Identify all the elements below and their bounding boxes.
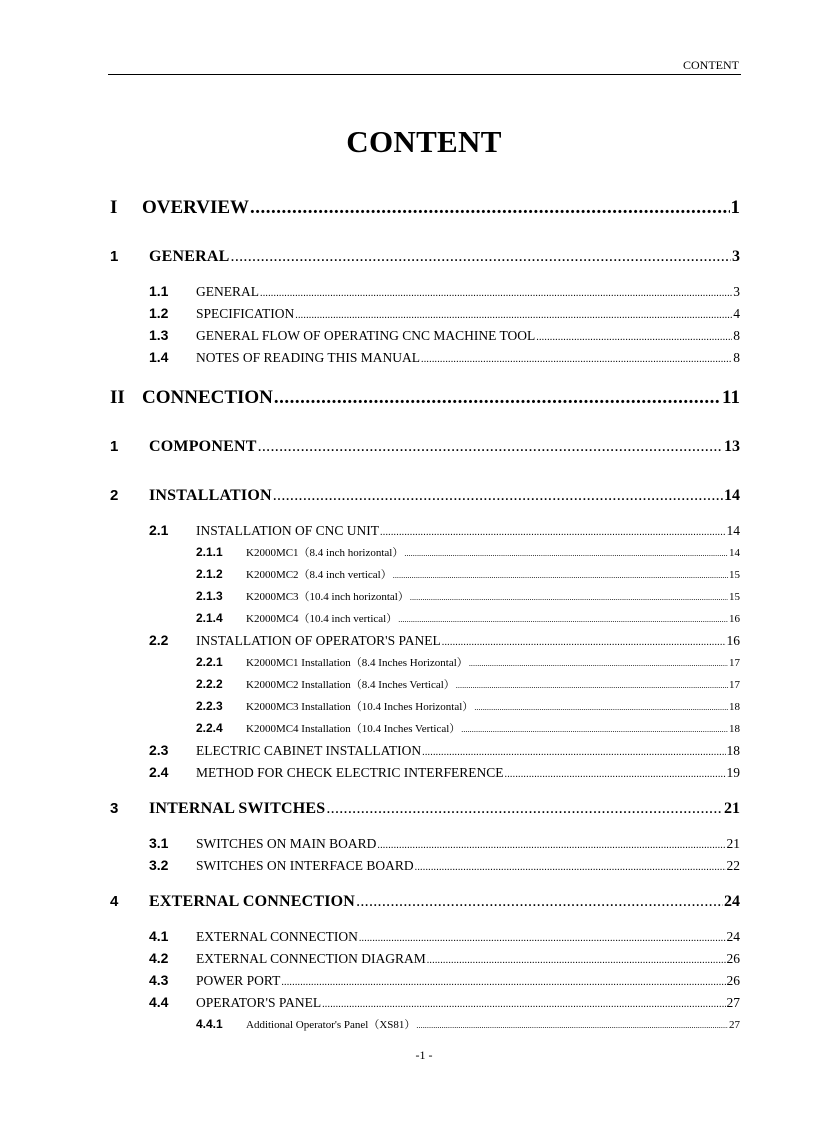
toc-label: EXTERNAL CONNECTION (149, 893, 356, 910)
toc-number: 2.2.2 (196, 677, 223, 691)
toc-number: 4.4 (149, 994, 169, 1010)
toc-label: ELECTRIC CABINET INSTALLATION (196, 743, 422, 758)
toc-page: 14 (726, 523, 740, 538)
toc-number: 2.2.1 (196, 655, 223, 669)
toc-leader (295, 310, 732, 321)
toc-page: 21 (726, 836, 740, 851)
toc-label: OPERATOR'S PANEL (196, 995, 322, 1010)
toc-entry[interactable] (149, 632, 740, 649)
toc-label: COMPONENT (149, 438, 257, 455)
toc-number: 4.1 (149, 928, 169, 944)
toc-leader (442, 637, 726, 648)
toc-number: 1.1 (149, 283, 169, 299)
toc-entry[interactable] (149, 994, 740, 1011)
toc-page: 24 (726, 929, 740, 944)
toc-entry[interactable] (110, 248, 740, 266)
toc-leader (258, 438, 723, 456)
toc-entry[interactable] (149, 857, 740, 874)
toc-label: INSTALLATION OF CNC UNIT (196, 523, 380, 538)
toc-leader (461, 725, 728, 734)
toc-number: 2.1.3 (196, 589, 223, 603)
toc-leader (410, 593, 728, 602)
toc-label: GENERAL FLOW OF OPERATING CNC MACHINE TOOL (196, 328, 536, 343)
toc-entry[interactable] (149, 972, 740, 989)
toc-leader (393, 571, 728, 580)
toc-leader (356, 893, 723, 911)
toc-label: K2000MC4 Installation（10.4 Inches Vertical） (246, 723, 461, 735)
toc-leader (422, 747, 725, 758)
toc-entry[interactable] (196, 566, 740, 582)
toc-number: 1.4 (149, 349, 169, 365)
toc-entry[interactable] (110, 387, 740, 409)
toc-entry[interactable] (196, 654, 740, 670)
toc-page: 18 (729, 701, 740, 713)
toc-entry[interactable] (149, 742, 740, 759)
toc-entry[interactable] (110, 800, 740, 818)
toc-entry[interactable] (196, 544, 740, 560)
toc-entry[interactable] (149, 349, 740, 366)
toc-number: 4.4.1 (196, 1017, 223, 1031)
toc-number: 1.2 (149, 305, 169, 321)
toc-leader (231, 248, 731, 266)
toc-leader (398, 615, 728, 624)
toc-page: 1 (730, 197, 740, 218)
toc-entry[interactable] (149, 928, 740, 945)
toc-label: INSTALLATION OF OPERATOR'S PANEL (196, 633, 441, 648)
toc-label: CONNECTION (142, 387, 273, 408)
toc-entry[interactable] (149, 305, 740, 322)
toc-entry[interactable] (149, 764, 740, 781)
toc-number: 2.2 (149, 632, 169, 648)
toc-label: NOTES OF READING THIS MANUAL (196, 350, 421, 365)
toc-number: 2.1.4 (196, 611, 223, 625)
toc-number: I (110, 197, 118, 218)
toc-label: K2000MC1 Installation（8.4 Inches Horizontal） (246, 657, 468, 669)
toc-page: 18 (729, 723, 740, 735)
toc-page: 17 (729, 679, 740, 691)
toc-number: 2.4 (149, 764, 169, 780)
toc-page: 8 (733, 350, 740, 365)
toc-leader (273, 487, 723, 505)
toc-number: 2 (110, 487, 119, 504)
toc-entry[interactable] (110, 487, 740, 505)
page-title: CONTENT (346, 124, 502, 159)
toc-label: SWITCHES ON INTERFACE BOARD (196, 858, 414, 873)
toc-label: POWER PORT (196, 973, 281, 988)
toc-leader (427, 955, 726, 966)
toc-page: 14 (729, 547, 740, 559)
toc-number: 2.1.2 (196, 567, 223, 581)
toc-number: 1 (110, 248, 119, 265)
toc-label: K2000MC3（10.4 inch horizontal） (246, 591, 409, 603)
toc-page: 27 (729, 1019, 740, 1031)
toc-leader (250, 197, 729, 219)
toc-label: K2000MC2（8.4 inch vertical） (246, 569, 392, 581)
toc-number: 3 (110, 800, 119, 817)
toc-label: K2000MC2 Installation（8.4 Inches Vertical） (246, 679, 455, 691)
toc-page: 18 (726, 743, 740, 758)
toc-number: 2.1.1 (196, 545, 223, 559)
toc-page: 11 (722, 387, 740, 408)
toc-page: 3 (733, 284, 740, 299)
toc-page: 15 (729, 591, 740, 603)
toc-leader (377, 840, 725, 851)
toc-entry[interactable] (196, 588, 740, 604)
toc-label: METHOD FOR CHECK ELECTRIC INTERFERENCE (196, 765, 504, 780)
toc-number: 4.2 (149, 950, 169, 966)
toc-number: 2.2.4 (196, 721, 223, 735)
toc-page: 16 (726, 633, 740, 648)
toc-entry[interactable] (196, 676, 740, 692)
page-number: -1 - (415, 1048, 433, 1062)
header-text: CONTENT (683, 58, 739, 72)
toc-leader (404, 549, 728, 558)
toc-label: K2000MC1（8.4 inch horizontal） (246, 547, 404, 559)
toc-label: INSTALLATION (149, 487, 272, 504)
toc-number: 3.2 (149, 857, 169, 873)
toc-page: 19 (726, 765, 740, 780)
toc-leader (281, 977, 725, 988)
toc-leader (260, 288, 732, 299)
toc-page: 4 (733, 306, 740, 321)
toc-leader (416, 1021, 728, 1030)
toc-number: 3.1 (149, 835, 169, 851)
toc-label: INTERNAL SWITCHES (149, 800, 326, 817)
toc-page: 24 (724, 893, 740, 910)
toc-label: OVERVIEW (142, 197, 250, 218)
toc-leader (322, 999, 725, 1010)
toc-leader (359, 933, 726, 944)
toc-number: 2.2.3 (196, 699, 223, 713)
toc-entry[interactable] (110, 438, 740, 456)
toc-page: 8 (733, 328, 740, 343)
toc-label: SWITCHES ON MAIN BOARD (196, 836, 377, 851)
toc-number: 2.3 (149, 742, 169, 758)
toc-page: 17 (729, 657, 740, 669)
toc-label: EXTERNAL CONNECTION DIAGRAM (196, 951, 426, 966)
toc-number: 1.3 (149, 327, 169, 343)
toc-entry[interactable] (149, 522, 740, 539)
toc-entry[interactable] (110, 197, 740, 219)
toc-number: 4.3 (149, 972, 169, 988)
toc-leader (326, 800, 723, 818)
toc-page: 14 (724, 487, 740, 504)
toc-label: K2000MC3 Installation（10.4 Inches Horizontal） (246, 701, 474, 713)
toc-page: 27 (726, 995, 740, 1010)
toc-leader (505, 769, 726, 780)
toc-label: GENERAL (196, 284, 259, 299)
toc-page: 13 (724, 438, 740, 455)
toc-page: 26 (726, 973, 740, 988)
toc-number: II (110, 387, 125, 408)
toc-leader (536, 332, 732, 343)
toc-page: 15 (729, 569, 740, 581)
toc-entry[interactable] (196, 610, 740, 626)
toc-page: 16 (729, 613, 740, 625)
toc-label: GENERAL (149, 248, 230, 265)
toc-label: SPECIFICATION (196, 306, 295, 321)
toc-entry[interactable] (196, 698, 740, 714)
toc-label: EXTERNAL CONNECTION (196, 929, 358, 944)
toc-page: 21 (724, 800, 740, 817)
toc-leader (380, 527, 725, 538)
toc-leader (421, 354, 732, 365)
toc-entry[interactable] (149, 835, 740, 852)
toc-entry[interactable] (196, 1016, 740, 1032)
toc-page: 3 (732, 248, 740, 265)
toc-leader (456, 681, 728, 690)
toc-label: K2000MC4（10.4 inch vertical） (246, 613, 398, 625)
toc-page: 26 (726, 951, 740, 966)
toc-leader (274, 387, 721, 409)
toc-entry[interactable] (149, 283, 740, 300)
running-header (108, 58, 741, 75)
toc-number: 4 (110, 893, 119, 910)
toc-label: Additional Operator's Panel（XS81） (246, 1019, 416, 1031)
toc-leader (469, 659, 728, 668)
toc-number: 2.1 (149, 522, 169, 538)
toc-entry[interactable] (149, 950, 740, 967)
toc-entry[interactable] (149, 327, 740, 344)
toc-leader (474, 703, 728, 712)
toc-leader (415, 862, 726, 873)
toc-page: 22 (726, 858, 740, 873)
toc-number: 1 (110, 438, 119, 455)
toc-entry[interactable] (110, 893, 740, 911)
toc-entry[interactable] (196, 720, 740, 736)
